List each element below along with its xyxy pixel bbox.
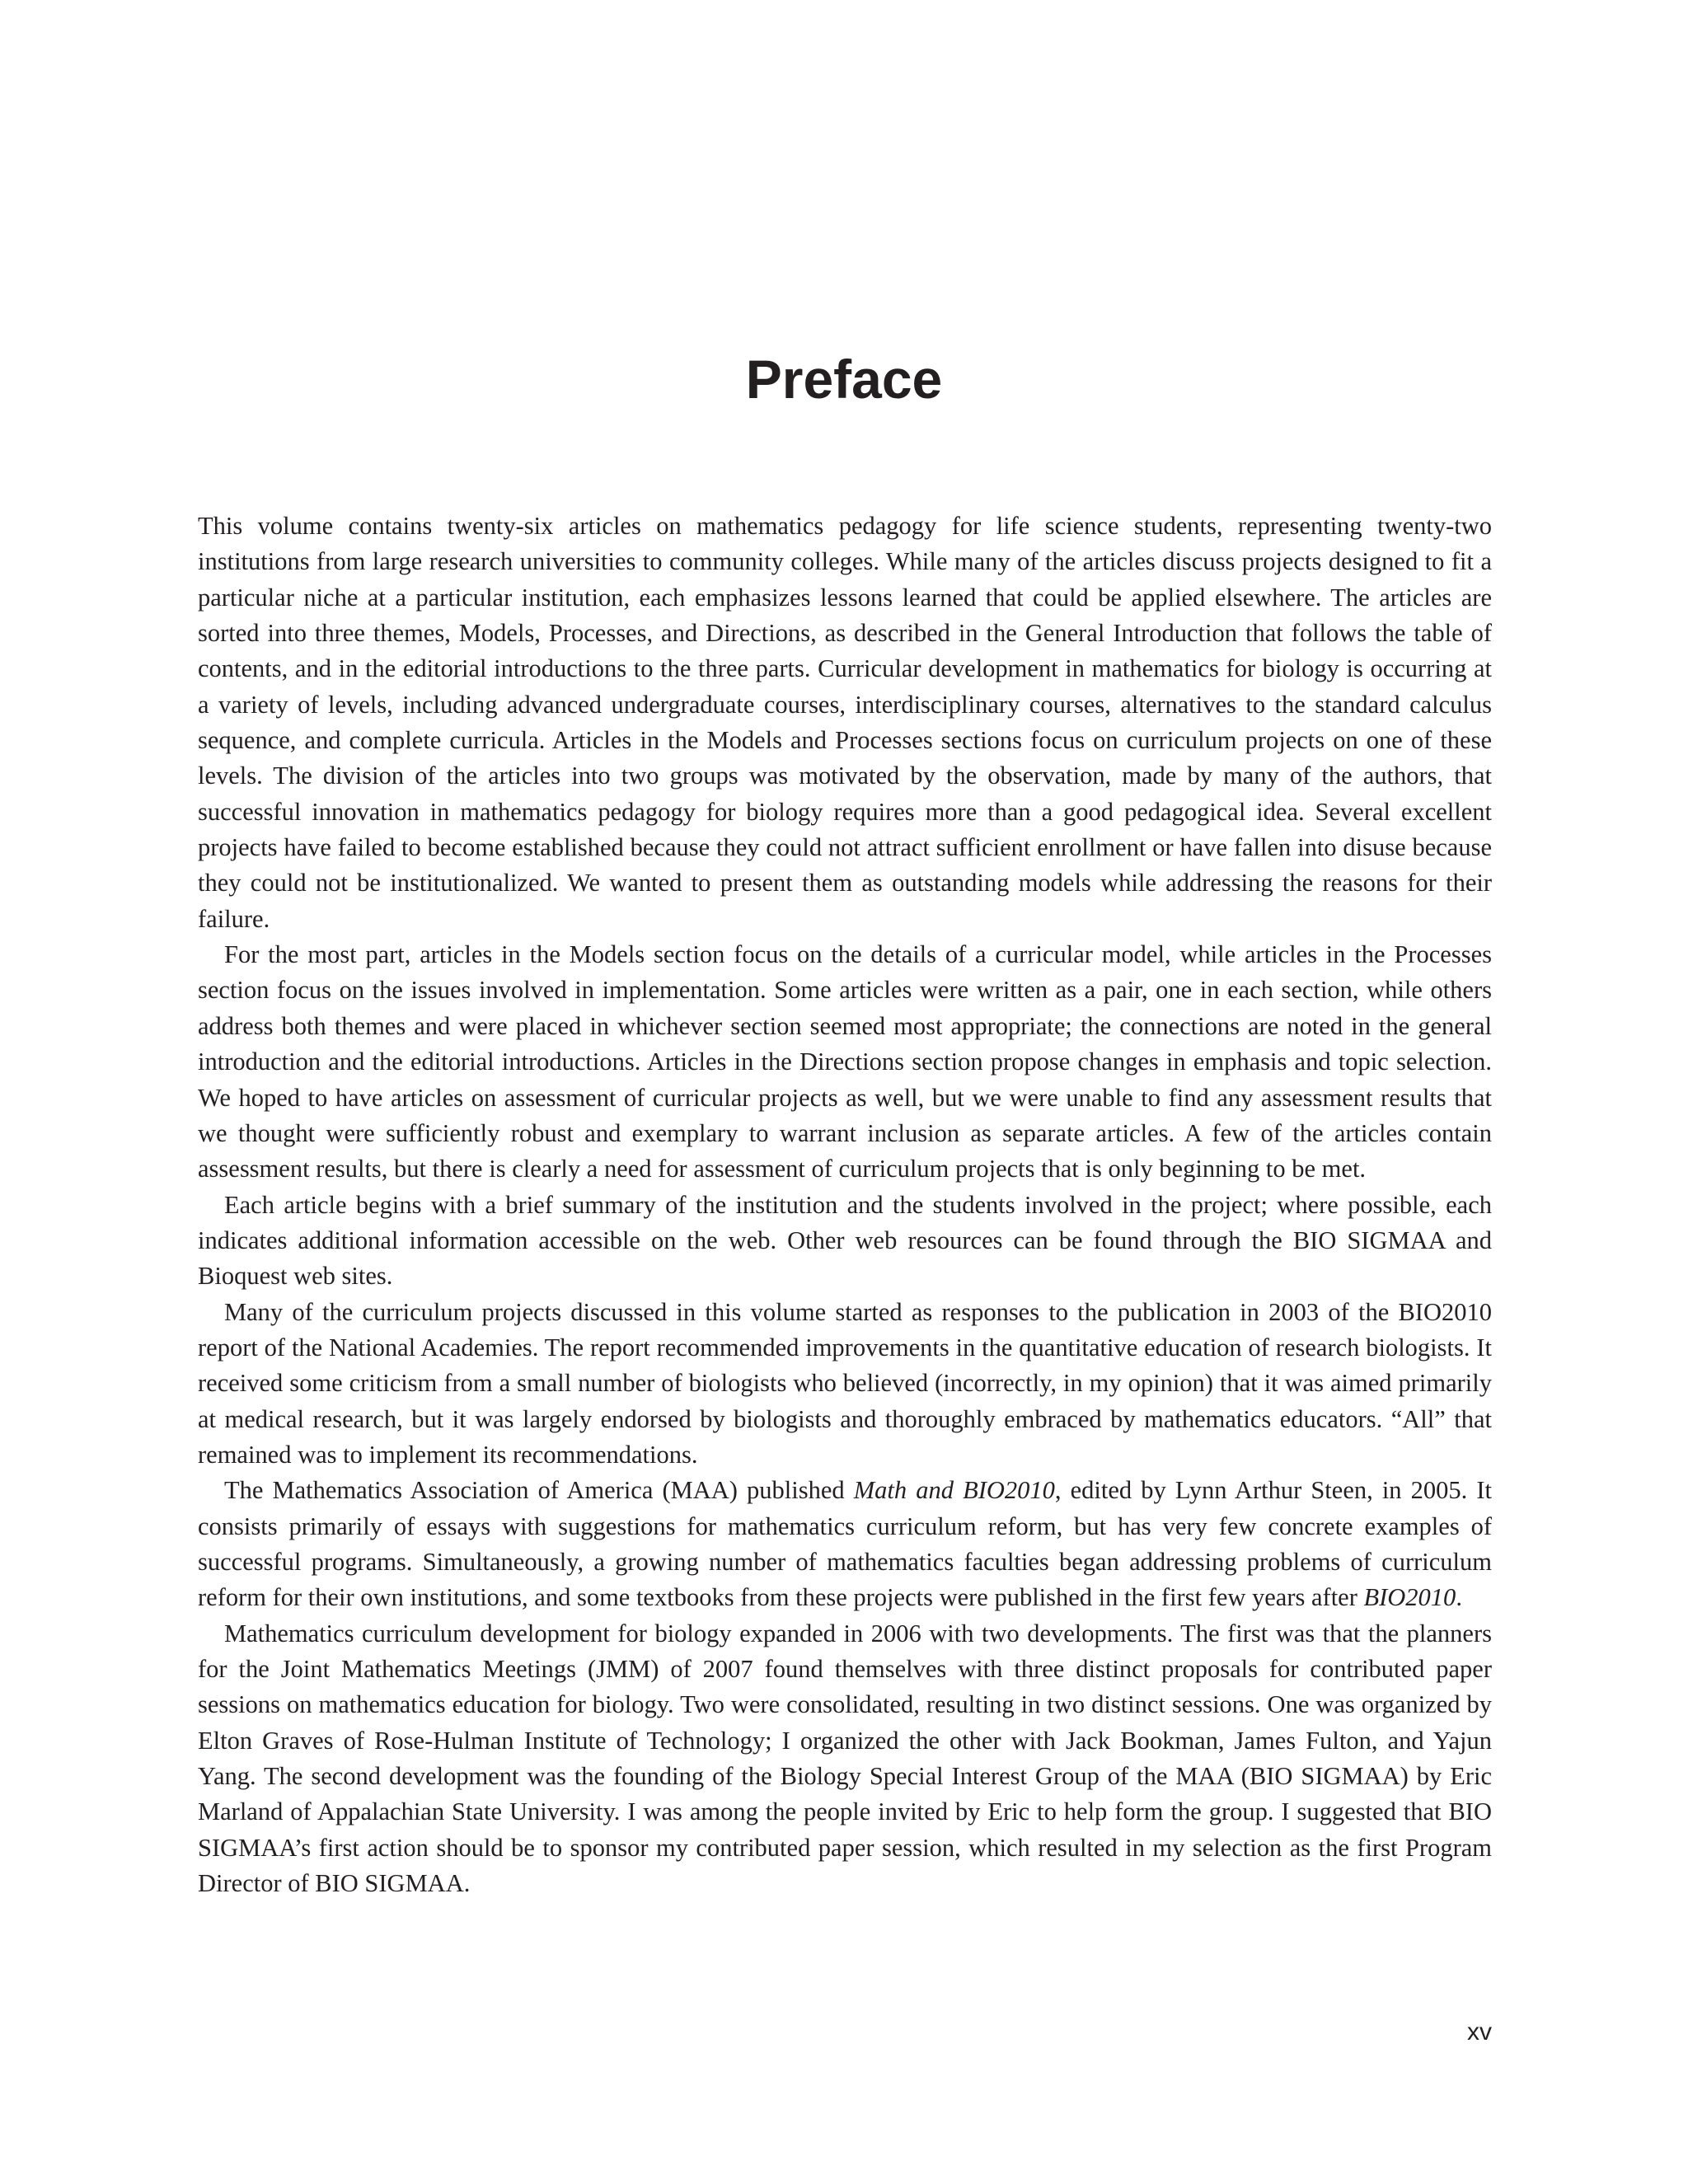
preface-body (198, 509, 1492, 1901)
paragraph-5-text-c: . (1456, 1583, 1462, 1612)
page-number: xv (1467, 2018, 1492, 2046)
page-title: Preface (745, 349, 943, 410)
paragraph-5-text-a: The Mathematics Association of America (MAA) published (224, 1476, 854, 1505)
paragraph-2: For the most part, articles in the Models section focus on the details of a curricular model, while articles in the Processes section focus on the issues involved in implementation. Some articles were written as a pair, one in each section, while others address both themes and were placed in whichever section seemed most appropriate; the connections are noted in the general introduction and the editorial introductions. Articles in the Directions section propose changes in emphasis and topic selection. We hoped to have articles on assessment of curricular projects as well, but we were unable to find any assessment results that we thought were sufficiently robust and exemplary to warrant inclusion as separate articles. A few of the articles contain assessment results, but there is clearly a need for assessment of curriculum projects that is only beginning to be met. (198, 940, 1492, 1183)
paragraph-4: Many of the curriculum projects discussed in this volume started as responses to the publication in 2003 of the BIO2010 report of the National Academies. The report recommended improvements in the quantitative education of research biologists. It received some criticism from a small number of biologists who believed (incorrectly, in my opinion) that it was aimed primarily at medical research, but it was largely endorsed by biologists and thoroughly embraced by mathematics educators. “All” that remained was to implement its recommendations. (198, 1297, 1492, 1469)
paragraph-6: Mathematics curriculum development for biology expanded in 2006 with two developments. The first was that the planners for the Joint Mathematics Meetings (JMM) of 2007 found themselves with three distinct proposals for contributed paper sessions on mathematics education for biology. Two were consolidated, resulting in two distinct sessions. One was organized by Elton Graves of Rose-Hulman Institute of Technology; I organized the other with Jack Bookman, James Fulton, and Yajun Yang. The second development was the founding of the Biology Special Interest Group of the MAA (BIO SIGMAA) by Eric Marland of Appalachian State University. I was among the people invited by Eric to help form the group. I suggested that BIO SIGMAA’s first action should be to sponsor my contributed paper session, which resulted in my selection as the first Program Director of BIO SIGMAA. (198, 1619, 1492, 1898)
paragraph-5-text-b: , edited by Lynn Arthur Steen, in 2005. It consists primarily of essays with suggestions for mathematics curriculum reform, but has very few concrete examples of successful programs. Simultaneously, a growing number of mathematics faculties began addressing problems of curriculum reform for their own institutions, and some textbooks from these projects were published in the first few years after (198, 1476, 1492, 1612)
book-title-math-and-bio2010: Math and BIO2010 (853, 1476, 1055, 1505)
paragraph-1: This volume contains twenty-six articles on mathematics pedagogy for life science students, representing twenty-two institutions from large research universities to community colleges. While many of the articles discuss projects designed to fit a particular niche at a particular institution, each emphasizes lessons learned that could be applied elsewhere. The articles are sorted into three themes, Models, Processes, and Directions, as described in the General Introduction that follows the table of contents, and in the editorial introductions to the three parts. Curricular development in mathematics for biology is occurring at a variety of levels, including advanced undergraduate courses, interdisciplinary courses, alternatives to the standard calculus sequence, and complete curricula. Articles in the Models and Processes sections focus on curriculum projects on one of these levels. The division of the articles into two groups was motivated by the observation, made by many of the authors, that successful innovation in mathematics pedagogy for biology requires more than a good pedagogical idea. Several excellent projects have failed to become established because they could not attract sufficient enrollment or have fallen into disuse because they could not be institutionalized. We wanted to present them as outstanding models while addressing the reasons for their failure. (198, 512, 1492, 933)
report-title-bio2010: BIO2010 (1363, 1583, 1456, 1612)
paragraph-5 (198, 1473, 1492, 1615)
paragraph-3: Each article begins with a brief summary of the institution and the students involved in the project; where possible, each indicates additional information accessible on the web. Other web resources can be found through the BIO SIGMAA and Bioquest web sites. (198, 1190, 1492, 1291)
